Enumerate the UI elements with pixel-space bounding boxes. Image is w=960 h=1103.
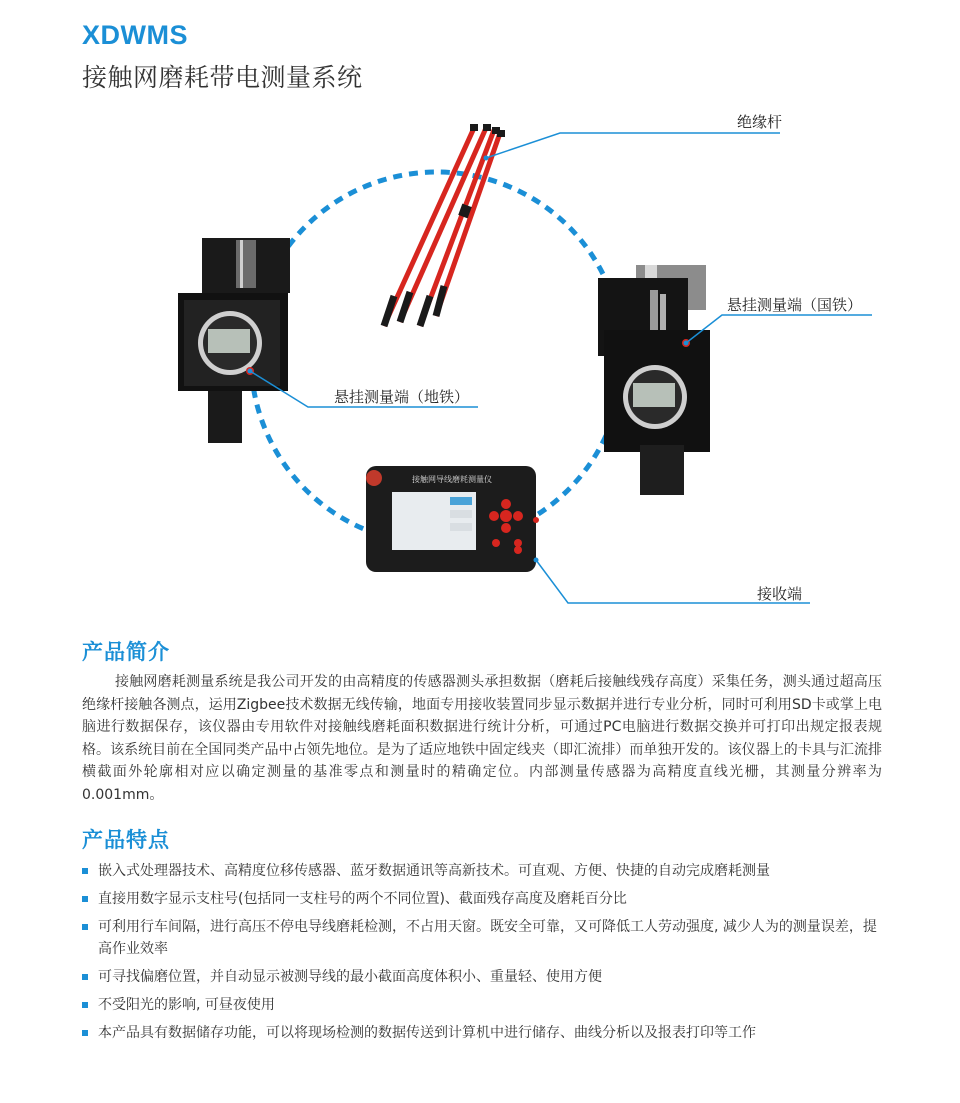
feature-text: 本产品具有数据储存功能，可以将现场检测的数据传送到计算机中进行储存、曲线分析以及报表打印等工作 bbox=[98, 1025, 756, 1041]
feature-text: 嵌入式处理器技术、高精度位移传感器、蓝牙数据通讯等高新技术。可直观、方便、快捷的自动完成磨耗测量 bbox=[98, 863, 770, 879]
bullet-square bbox=[82, 868, 88, 874]
receiver-screen-title: 接触网导线磨耗测量仪 bbox=[412, 475, 492, 484]
feature-text: 可寻找偏磨位置，并自动显示被测导线的最小截面高度体积小、重量轻、使用方便 bbox=[98, 969, 602, 985]
list-item bbox=[82, 966, 882, 988]
label-insulating-rod: 绝缘杆 bbox=[737, 113, 783, 131]
bullet-square bbox=[82, 896, 88, 902]
leader-insulating-rod bbox=[486, 133, 780, 158]
features-list bbox=[82, 860, 882, 1050]
list-item bbox=[82, 994, 882, 1016]
list-item bbox=[82, 888, 882, 910]
list-item bbox=[82, 916, 882, 960]
page-title: 接触网磨耗带电测量系统 bbox=[82, 63, 363, 92]
bullet-square bbox=[82, 1030, 88, 1036]
product-diagram bbox=[0, 100, 960, 620]
label-national-sensor: 悬挂测量端（国铁） bbox=[727, 296, 863, 314]
bullet-square bbox=[82, 1002, 88, 1008]
label-receiver: 接收端 bbox=[757, 585, 803, 603]
national-sensor-image bbox=[598, 265, 710, 495]
intro-paragraph: 接触网磨耗测量系统是我公司开发的由高精度的传感器测头承担数据（磨耗后接触线残存高度）采集任务，测头通过超高压绝缘杆接触各测点，运用Zigbee技术数据无线传输，地面专用接收装置同步显示数据并进行专业分析，同时可利用SD卡或掌上电脑进行数据保存，该仪器由专用软件对接触线磨耗面积数据进行统计分析，可通过PC电脑进行数据交换并可打印出规定报表规格。该系统目前在全国同类产品中占领先地位。是为了适应地铁中固定线夹（即汇流排）而单独开发的。该仪器上的卡具与汇流排横截面外轮廓相对应以确定测量的基准零点和测量时的精确定位。内部测量传感器为高精度直线光栅，其测量分辨率为0.001mm。 bbox=[82, 674, 882, 803]
feature-text: 不受阳光的影响, 可昼夜使用 bbox=[98, 997, 275, 1013]
brand-name: XDWMS bbox=[82, 20, 188, 50]
diagram-graphic bbox=[0, 100, 960, 620]
features-heading: 产品特点 bbox=[82, 828, 170, 852]
metro-sensor-image bbox=[178, 238, 290, 443]
list-item bbox=[82, 860, 882, 882]
feature-text: 直接用数字显示支柱号(包括同一支柱号的两个不同位置)、截面残存高度及磨耗百分比 bbox=[98, 891, 627, 907]
insulating-rod-image bbox=[384, 124, 505, 326]
list-item bbox=[82, 1022, 882, 1044]
intro-heading: 产品简介 bbox=[82, 640, 170, 664]
bullet-square bbox=[82, 974, 88, 980]
feature-text: 可利用行车间隔，进行高压不停电导线磨耗检测，不占用天窗。既安全可靠，又可降低工人劳动强度, 减少人为的测量误差，提高作业效率 bbox=[98, 919, 877, 957]
label-metro-sensor: 悬挂测量端（地铁） bbox=[334, 388, 470, 406]
leader-national-sensor bbox=[686, 315, 872, 343]
bullet-square bbox=[82, 924, 88, 930]
